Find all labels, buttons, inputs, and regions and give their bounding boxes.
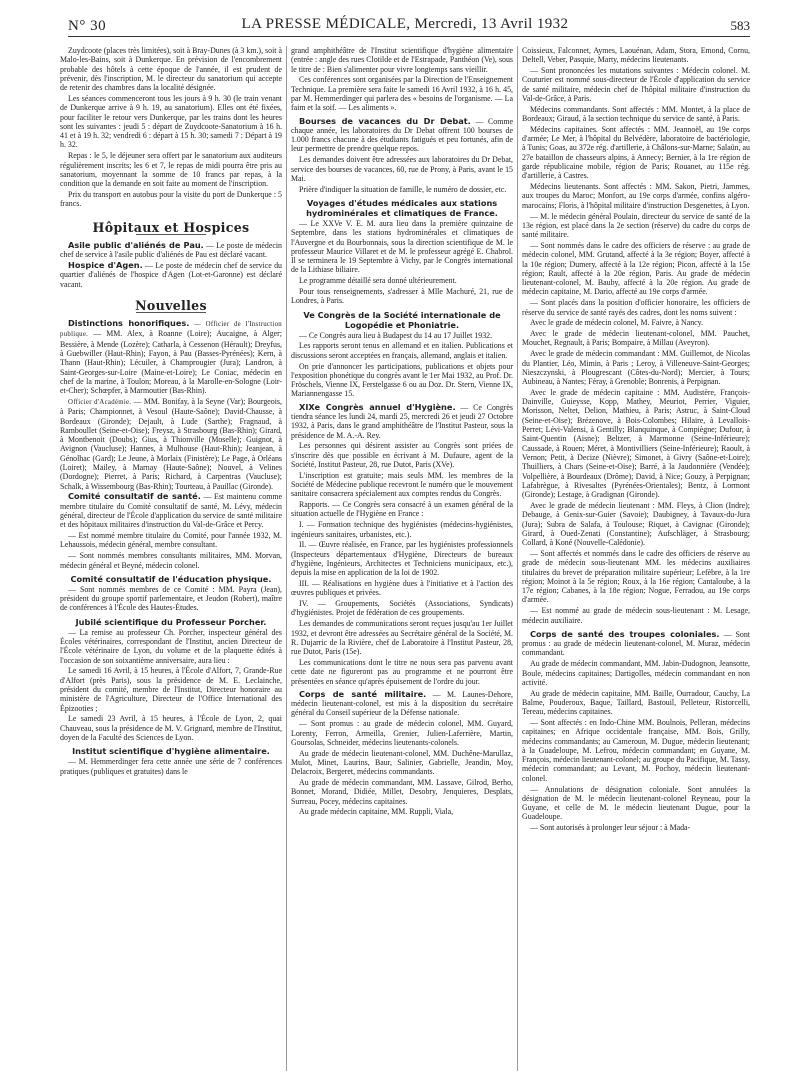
item-heading: Asile public d'aliénés de Pau. <box>68 239 204 250</box>
news-item <box>60 241 282 260</box>
item-heading: Hospice d'Agen. <box>68 259 143 270</box>
column-divider <box>517 46 518 1071</box>
news-item <box>522 630 750 658</box>
paragraph: grand amphithéâtre de l'Institut scientifique d'hygiène alimentaire (entrée : angle des rues Clotilde et de l'Estrapade, Panthéon (Ve), sous le titre de : Bien s'alimenter pour vivre longtemps sans vieillir. <box>291 46 513 74</box>
paragraph: — M. le médecin général Poulain, directeur du service de santé de la 13e région, est placé dans la 2e section (réserve) du cadre du corps de santé militaire. <box>522 211 750 240</box>
news-item <box>291 117 513 154</box>
news-item <box>60 319 282 395</box>
paragraph: Médecins capitaines. Sont affectés : MM. Jeannoël, au 19e corps d'armée; Le Mer, à l'hôpital du Belvédère, laboratoire de bactériologie, à Tunis; Goas, au 372e rég. d'artillerie, à Châlons-sur-Marne; Salaün, au 27e bataillon de chasseurs alpins, à Annecy; Bernier, à la 1re région de garde républicaine mobile, région de Paris; Rouanet, au 115e rég. d'artillerie, à Castres. <box>522 124 750 181</box>
news-item <box>60 261 282 289</box>
item-heading: Ve Congrès de la Société internationale de Logopédie et Phoniatrie. <box>303 309 501 330</box>
paragraph: Les communications dont le titre ne nous sera pas parvenu avant cette date ne figureront pas au programme et ne pourront être présentées en séance qu'après épuisement de l'ordre du jour. <box>291 657 513 686</box>
paragraph: Rapports. — Ce Congrès sera consacré à un examen général de la situation actuelle de l'Hygiène en France : <box>291 500 513 519</box>
news-item <box>291 403 513 440</box>
paragraph: Au grade médecin capitaine, MM. Ruppli, Viala, <box>299 807 454 817</box>
paragraph: — Sont nommés dans le cadre des officiers de réserve : au grade de médecin colonel, MM. Grutand, affecté à la 3e région; Boyer, affecté à la 10e région; Dumery, affecté à la 12e région; Picon, affecté à la 15e région; Rault, affecté à la 20e région, Paris. Au grade de médecin lieutenant-colonel, M. Bauby, affecté à la 20e région. Au grade de médecin capitaine, M. Dario, affecté au 19e corps d'armée. <box>522 240 750 297</box>
paragraph: Avec le grade de médecin commandant : MM. Guillemot, de Nicolas du Plantier, Léo, Mimin, à Paris ; Leroy, à Villeneuve-Saint-Georges; Nieszczynski, à Plougrescant (Côtes-du-Nord); Mercier, à Tours; Aubineau, à Nantes; Féray, à Grenoble; Bonrenis, à Perpignan. <box>522 349 750 387</box>
paragraph: Le programme détaillé sera donné ultérieurement. <box>299 276 457 286</box>
paragraph: Avec le grade de médecin lieutenant : MM. Fleys, à Clion (Indre); Debauge, à Genix-sur-Guier (Savoie); Daubigney, à Tavaux-du-Jura (Jura); Subra de Salafa, à Toulouse; Riquet, à Cavignac (Gironde); Girard, à Oued-Zenati (Constantine); Aufschläger, à Strasbourg; Collard, à Koné (Nouvelle-Calédonie). <box>522 500 750 548</box>
paragraph: Au grade de médecin lieutenant-colonel, MM. Duchêne-Marullaz, Mulot, Minet, Laurins, Baur, Salinier, Gabrielle, Jeandin, Moy, Delacroix, Bergeret, médecins commandants. <box>291 748 513 777</box>
item-text: — M. Launes-Dehore, médecin lieutenant-colonel, est mis à la disposition du secrétaire général du Conseil supérieur de la Défense nationale. <box>291 689 513 718</box>
paragraph: Coissieux, Falconnet, Aymes, Laouénan, Adam, Stora, Emond, Cornu, Deltell, Veber, Pasquie, Marty, médecins lieutenants. <box>522 46 750 65</box>
item-subheading: — Officier de l'Instruction publique. <box>60 321 282 339</box>
item-text: — Est maintenu comme membre titulaire du Comité consultatif de santé, M. Lévy, médecin général, directeur de l'École d'application du service de santé militaire et des hôpitaux militaires d'instruction du Val-de-Grâce et Percy. <box>60 492 282 530</box>
column-3 <box>522 46 750 1076</box>
page-header <box>60 14 750 38</box>
item-text: — MM. Alex, à Roanne (Loire); Aucaigne, à Alger; Bessière, à Mende (Lozère); Catharla, à Cessenon (Hérault); Dreyfus, à Guebwiller (Haut-Rhin); Fayon, à Pau (Basses-Pyrénées); Kern, à Thann (Haut-Rhin); Lécuiler, à Champrougier (Jura); Landron, à Saint-Georges-sur-Loire (Maine-et-Loire); Le Coniac, médecin en chef de la marine, à Toulon; Moreau, à la Marolle-en-Sologne (Loir-et-Cher); Schœpfer, à Marmoutier (Bas-Rhin). <box>60 329 282 396</box>
item-heading: Institut scientifique d'hygiène alimentaire. <box>72 746 270 757</box>
paragraph: Les demandes de communications seront reçues jusqu'au 1er Juillet 1932, et devront être adressées au Secrétaire général de la Société, M. R. Dujarric de la Rivière, chef de Laboratoire à l'Institut Pasteur, 28, rue Dutot, Paris (15e). <box>291 619 513 657</box>
paragraph: — Sont promus : au grade de médecin colonel, MM. Guyard, Lorenty, Ferron, Armeilla, Grenier, Julien-Laferrière, Martin, Goursolas, Schneider, médecins lieutenants-colonels. <box>291 719 513 747</box>
paragraph: — Est nommé membre titulaire du Comité, pour l'année 1932, M. Lehaussois, médecin général, membre consultant. <box>60 531 282 550</box>
news-item <box>291 690 513 718</box>
paragraph: Avec le grade de médecin lieutenant-colonel, MM. Pauchet, Mouchet, Regnault, à Paris; Bompaire, à Millau (Aveyron). <box>522 329 750 348</box>
item-text: — MM. Bonifay, à la Seyne (Var); Bourgeois, à Paris; Championnet, à Vesoul (Haute-Saône); David-Chausse, à Bordeaux (Gironde); Dejault, à Lude (Sarthe); Fragnaud, à Ramboullet (Seine-et-Oise); Freysz, à Strasbourg (Bas-Rhin); Girard, à Montbenoit (Doubs); Gius, à Thionville (Moselle); Guignot, à Avignon (Vaucluse); Hannes, à Mulhouse (Haut-Rhin); Jeanjean, à Génolhac (Gard); Le Jeune, à Morlaix (Finistère); Le Page, à Orléans (Loiret); Mailey, à Marnay (Haute-Saône); Nouvel, à Velines (Dordogne); Pierret, à Paris; Richard, à Carpentras (Vaucluse); Schalk, à Wissembourg (Bas-Rhin); Tourteau, à Pauillac (Gironde). <box>60 397 282 491</box>
news-item <box>60 492 282 529</box>
paragraph: On prie d'annoncer les participations, publications et objets pour l'exposition phonétique du congrès avant le 1er Mai 1932, au Prof. Dr. Fröschels, Vienne IX, Ferstelgasse 6 ou au Doz. Dr. Stern, Vienne IX, Mariannengasse 15. <box>291 361 513 399</box>
paragraph: — Sont prononcées les mutations suivantes : Médecin colonel. M. Couturier est nommé sous-directeur de l'École d'application du service de santé militaire, médecin chef de l'hôpital militaire d'instruction du Val-de-Grâce, à Paris. <box>522 66 750 103</box>
paragraph: Prière d'indiquer la situation de famille, le numéro de dossier, etc. <box>299 184 507 194</box>
paragraph: Les rapports seront tenus en allemand et en italien. Publications et discussions seront acceptées en français, allemand, anglais et italien. <box>291 341 513 360</box>
paragraph: Les séances commenceront tous les jours à 9 h. 30 (le train venant de Dunkerque arrive à 9 h. 19, au sanatorium). Elles ont été fixées, pour faciliter le retour vers Dunkerque, par les trains dont les heures sont les suivantes : jeudi 5 : départ de Zuydcoote-Sanatorium à 16 h. 41 et à 19 h. 32; vendredi 6 : départ à 15 h. 30; samedi 7 : Départ à 19 h. 32. <box>60 93 282 150</box>
paragraph: IV. — Groupements, Sociétés (Associations, Syndicats) d'hygiénistes. Projet de fédération de ces groupements. <box>291 599 513 618</box>
paragraph: Le samedi 16 Avril, à 15 heures, à l'École d'Alfort, 7, Grande-Rue d'Alfort (près Paris), sous la présidence de M. E. Leclainche, président du comité, membre de l'Institut, Directeur honoraire au ministère de l'Agriculture, Directeur de l'Office International des Épizooties ; <box>60 666 282 713</box>
paragraph: Ces conférences sont organisées par la Direction de l'Enseignement Technique. La première sera faite le samedi 16 Avril 1932, à 16 h. 45, par M. Hemmerdinger qui parlera des « besoins de l'organisme. — La faim et la soif. — Les aliments ». <box>291 75 513 113</box>
paragraph: L'inscription est gratuite; mais seuls MM. les membres de la Société de Médecine publique recevront le numéro que le mouvement sanitaire consacrera spécialement aux comptes rendus du Congrès. <box>291 470 513 499</box>
column-1 <box>60 46 282 1076</box>
item-text: — Comme chaque année, les laboratoires du Dr Debat offrent 100 bourses de 1.000 francs chacune à des étudiants fatigués et peu fortunés, afin de leur permettre de prendre quelque repos. <box>291 116 513 154</box>
issue-number: N° 30 <box>68 18 107 34</box>
section-title-hopitaux: Hôpitaux et Hospices <box>92 219 250 235</box>
item-subheading: Officier d'Académie. <box>68 399 132 406</box>
paragraph: Zuydcoote (places très limitées), soit à Bray-Dunes (à 3 km.), soit à Malo-les-Bains, soit à Dunkerque. En prévision de l'encombrement probable des hôtels à cette époque de l'année, il est prudent de prévenir, dès l'inscription, M. le directeur du sanatorium qui accepte de retenir des chambres dans la localité désignée. <box>60 46 282 93</box>
item-text: — Le poste de médecin chef de service du quartier d'aliénés de l'hospice d'Agen (Lot-et-Garonne) est déclaré vacant. <box>60 260 282 289</box>
paragraph: Médecins lieutenants. Sont affectés : MM. Sakon, Pietri, Jammes, aux troupes du Maroc; Monfort, au 19e corps d'armée, confins algéro-marocains; Floris, à l'hôpital militaire d'instruction Desgenettes, à Lyon. <box>522 182 750 210</box>
paragraph: — Sont nommés membres consultants militaires, MM. Morvan, médecin général et Beyné, médecin colonel. <box>60 551 282 570</box>
paragraph: Les personnes qui désirent assister au Congrès sont priées de s'inscrire dès que possible en écrivant à M. Dufaure, agent de la Société, Institut Pasteur, 28, rue Dutot, Paris (XVe). <box>291 441 513 469</box>
item-heading: Comité consultatif de santé. <box>68 491 201 502</box>
paragraph: — La remise au professeur Ch. Porcher, inspecteur général des Écoles vétérinaires, correspondant de l'Institut, ancien Directeur de l'École vétérinaire de Lyon, du volume et de la plaquette édités à l'occasion de son soixantième anniversaire, aura lieu : <box>60 627 282 665</box>
paragraph: Au grade de médecin commandant, MM. Lassave, Gilrod, Berho, Bonnet, Morand, Didiée, Millet, Desobry, Jenquieres, Desplats, Surreau, Pocey, médecins capitaines. <box>291 777 513 806</box>
column-2 <box>291 46 513 1076</box>
item-text: — Le poste de médecin chef de service à l'asile public d'aliénés de Pau est déclaré vacant. <box>60 240 282 260</box>
paragraph: Avec le grade de médecin capitaine : MM. Audistère, François-Dainville, Guieysse, Kopp, Mathey, Meuriot, Perrier, Viguier, Morisson, Neltet, Delion, Mathieu, à Paris; Astruc, à Saint-Cloud (Seine-et-Oise); Brézenove, à Bois-Colombes; Hilaire, à Levallois-Perret; Lévi-Valensi, à Gentilly; Blanquinque, à Compiègne; Dufour, à Saint-Quentin (Aisne); Beltzer, à Marmonne (Seine-Inférieure); Caussade, à Rouen; Méret, à Montivilliers (Seine-Inférieure); Raoult, à Vernon; Petit, à Decize (Nièvre); Simonet, à Givry (Saône-et-Loire); Thuilliers, à Chars (Seine-et-Oise); Barré, à la Jaudonnière (Vendée); Volpellière, à Bourdeaux (Drôme); David, à Nice; Gouzy, à Perpignan; Lafabrègue, à Rivesaltes (Pyrénées-Orientales); Bentz, à Lormont (Gironde); Lestage, à Gradignan (Gironde). <box>522 387 750 500</box>
paragraph: — M. Hemmerdinger fera cette année une série de 7 conférences pratiques (publiques et gratuites) dans le <box>60 757 282 776</box>
item-heading: Distinctions honorifiques. <box>68 318 190 329</box>
paragraph: II. — Œuvre réalisée, en France, par les hygiénistes professionnels (Inspecteurs départementaux d'Hygiène, Directeurs de bureaux d'hygiène, Ingénieurs, Architectes et Techniciens municipaux, etc.), depuis la mise en application de la loi de 1902. <box>291 540 513 578</box>
item-heading: Corps de santé militaire. <box>299 688 427 699</box>
news-item <box>60 397 282 491</box>
item-heading: Bourses de vacances du Dr Debat. <box>299 115 471 126</box>
paragraph: Prix du transport en autobus pour la visite du port de Dunkerque : 5 francs. <box>60 189 282 209</box>
item-heading: Jubilé scientifique du Professeur Porcher. <box>75 616 267 627</box>
column-divider <box>286 46 287 1071</box>
paragraph: — Ce Congrès aura lieu à Budapest du 14 au 17 Juillet 1932. <box>299 330 493 340</box>
item-text: — Sont promus : au grade de médecin lieutenant-colonel, M. Muraz, médecin commandant. <box>522 629 750 658</box>
paragraph: Médecins commandants. Sont affectés : MM. Montet, à la place de Bordeaux; Giraud, à la section technique du service de santé, à Paris. <box>522 104 750 124</box>
paragraph: — Le XXVe V. E. M. aura lieu dans la première quinzaine de Septembre, dans les stations hydrominérales et climatiques de l'Auvergne et du Bourbonnais, sous la direction scientifique de M. le professeur Maurice Villaret et de M. le professeur agrégé E. Chabrol. Il se terminera le 19 Septembre à Vichy, par le Congrès international de la Lithiase biliaire. <box>291 218 513 275</box>
paragraph: Les demandes doivent être adressées aux laboratoires du Dr Debat, service des bourses de vacances, 60, rue de Prony, à Paris, avant le 15 Mai. <box>291 155 513 183</box>
paragraph: — Est nommé au grade de médecin sous-lieutenant : M. Lesage, médecin auxiliaire. <box>522 606 750 625</box>
item-heading: Comité consultatif de l'éducation physique. <box>70 573 272 584</box>
paragraph: I. — Formation technique des hygiénistes (médecins-hygiénistes, ingénieurs sanitaires, urbanistes, etc.). <box>291 520 513 539</box>
journal-title: LA PRESSE MÉDICALE, Mercredi, 13 Avril 1932 <box>241 16 569 32</box>
item-heading: Voyages d'études médicales aux stations hydrominérales et climatiques de France. <box>306 197 498 218</box>
item-text: — Ce Congrès tiendra séance les lundi 24, mardi 25, mercredi 26 et jeudi 27 Octobre 1932, à Paris, dans le grand amphithéâtre de l'Institut Pasteur, sous la présidence de M. A.-A. Rey. <box>291 402 513 440</box>
paragraph: — Sont affectés et nommés dans le cadre des officiers de réserve au grade de médecin sous-lieutenant MM. les médecins auxiliaires titulaires du brevet de préparation militaire supérieur; Lefèbre, à la 1re région; Moinot à la 5e région; Roux, à la 16e région; Cantaloube, à la 17e région; Cabanes, à la 18e région; Nogue, Ferradou, au 19e corps d'armée. <box>522 548 750 605</box>
paragraph: Repas : le 5, le déjeuner sera offert par le sanatorium aux auditeurs régulièrement inscrits; les 6 et 7, le repas de midi pourra être pris au sanatorium, moyennant la somme de 10 francs par repas, à la condition que la demande en soit faite au moment de l'inscription. <box>60 151 282 189</box>
header-rule <box>68 36 750 37</box>
paragraph: — Sont placés dans la position d'officier honoraire, les officiers de réserve du service de santé rayés des cadres, dont les noms suivent : <box>522 298 750 317</box>
paragraph: — Sont affectés : en Indo-Chine MM. Boulnois, Pelleran, médecins capitaines; en Afrique occidentale française, MM. Bois, Grilly, médecins commandants; au Cameroun, M. Dugue, médecin lieutenant; à la Guadeloupe, M. Lefrou, médecin commandant; en Guyane, M. François, médecin lieutenant-colonel; au groupe du Pacifique, M. Tassy, médecin commandant; au Levant, M. Pochoy, médecin lieutenant-colonel. <box>522 717 750 783</box>
paragraph: Au grade de médecin commandant, MM. Jabin-Dudognon, Jeansotte, Boule, médecins capitaines; Dartigolles, médecin commandant en non activité. <box>522 659 750 687</box>
paragraph: Le samedi 23 Avril, à 15 heures, à l'École de Lyon, 2, quai Chauveau, sous la présidence de M. V. Grignard, membre de l'Institut, doyen de la Faculté des Sciences de Lyon. <box>60 714 282 742</box>
paragraph: — Sont nommés membres de ce Comité : MM. Payra (Jean), président du groupe sportif parlementaire, et Jeudon (Robert), maître de conférences à l'École des Hautes-Études. <box>60 584 282 613</box>
item-heading: XIXe Congrès annuel d'Hygiène. <box>299 401 456 412</box>
paragraph: — Annulations de désignation coloniale. Sont annulées la désignation de M. le médecin lieutenant-colonel Reyneau, pour la Guyane, et celle de M. le médecin lieutenant Dugue, pour la Guadeloupe. <box>522 784 750 822</box>
paragraph: III. — Réalisations en hygiène dues à l'initiative et à l'action des œuvres publiques et privées. <box>291 579 513 598</box>
item-heading: Corps de santé des troupes coloniales. <box>530 628 720 639</box>
paragraph: — Sont autorisés à prolonger leur séjour : à Mada- <box>530 823 691 833</box>
section-title-nouvelles: Nouvelles <box>135 297 207 313</box>
paragraph: Pour tous renseignements, s'adresser à Mlle Machuré, 21, rue de Londres, à Paris. <box>291 287 513 306</box>
page-number: 583 <box>730 18 750 33</box>
paragraph: Avec le grade de médecin colonel, M. Faivre, à Nancy. <box>530 318 704 328</box>
paragraph: Au grade de médecin capitaine, MM. Baille, Ourradour, Cauchy, La Balme, Pouderoux, Baque, Taillard, Bastouil, Pelleteur, Ristorcelli, Tereau, médecins capitaines. <box>522 688 750 717</box>
